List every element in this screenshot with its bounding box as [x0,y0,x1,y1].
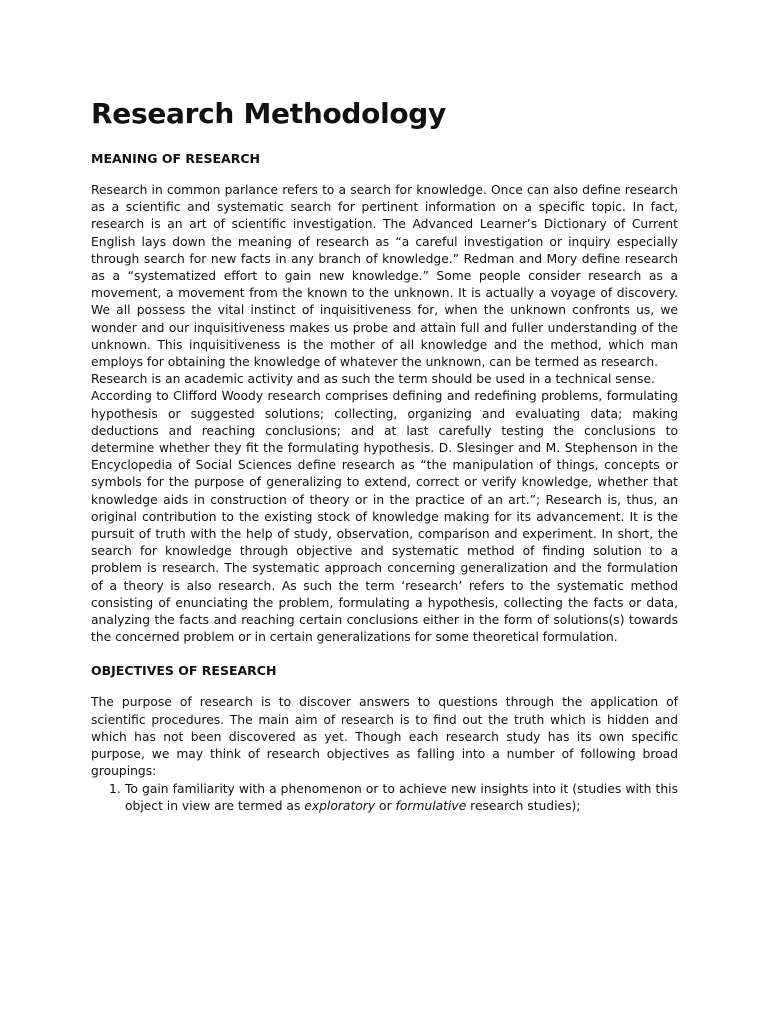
list-text-part: research studies); [466,798,581,813]
paragraph: According to Clifford Woody research comprises defining and redefining problems, formulating hypothesis or suggested solutions; collecting, organizing and evaluating data; making deductions and reaching conclusions; and at last carefully testing the conclusions to determine whether they fit the formulating hypothesis. D. Slesinger and M. Stephenson in the Encyclopedia of Social Sciences define research as “the manipulation of things, concepts or symbols for the purpose of generalizing to extend, correct or verify knowledge, whether that knowledge aids in construction of theory or in the practice of an art.”; Research is, thus, an original contribution to the existing stock of knowledge making for its advancement. It is the pursuit of truth with the help of study, observation, comparison and experiment. In short, the search for knowledge through objective and systematic method of finding solution to a problem is research. The systematic approach concerning generalization and the formulation of a theory is also research. As such the term ‘research’ refers to the systematic method consisting of enunciating the problem, formulating a hypothesis, collecting the facts or data, analyzing the facts and reaching certain conclusions either in the form of solutions(s) towards the concerned problem or in certain generalizations for some theoretical formulation. [91,389,678,645]
section-spacer [91,646,678,662]
list-item-text [125,782,678,813]
list-text-part: or [375,798,396,813]
list-item [91,781,678,815]
section-objectives-of-research [91,662,678,814]
document-page [91,96,678,815]
objectives-list [91,781,678,815]
paragraph: Research is an academic activity and as such the term should be used in a technical sense. [91,372,655,387]
section-meaning-of-research [91,150,678,646]
list-text-part: To gain familiarity with a phenomenon or to achieve new insights into it (studies with this object in view are termed as [125,781,678,813]
list-item-number: 1. [109,781,121,796]
section-heading-meaning: MEANING OF RESEARCH [91,151,260,166]
paragraph: Research in common parlance refers to a search for knowledge. Once can also define research as a scientific and systematic search for pertinent information on a specific topic. In fact, research is an art of scientific investigation. The Advanced Learner’s Dictionary of Current English lays down the meaning of research as “a careful investigation or inquiry especially through search for new facts in any branch of knowledge.” Redman and Mory define research as a “systematized effort to gain new knowledge.” Some people consider research as a movement, a movement from the known to the unknown. It is actually a voyage of discovery. We all possess the vital instinct of inquisitiveness for, when the unknown confronts us, we wonder and our inquisitiveness makes us probe and attain full and fuller understanding of the unknown. This inquisitiveness is the mother of all knowledge and the method, which man employs for obtaining the knowledge of whatever the unknown, can be termed as research. [91,183,678,370]
section-heading-objectives: OBJECTIVES OF RESEARCH [91,663,277,679]
emphasis-formulative: formulative [395,798,467,813]
paragraph: The purpose of research is to discover answers to questions through the application of scientific procedures. The main aim of research is to find out the truth which is hidden and which has not been discovered as yet. Though each research study has its own specific purpose, we may think of research objectives as falling into a number of following broad groupings: [91,695,678,779]
document-title: Research Methodology [91,97,447,130]
emphasis-exploratory: exploratory [304,798,376,813]
